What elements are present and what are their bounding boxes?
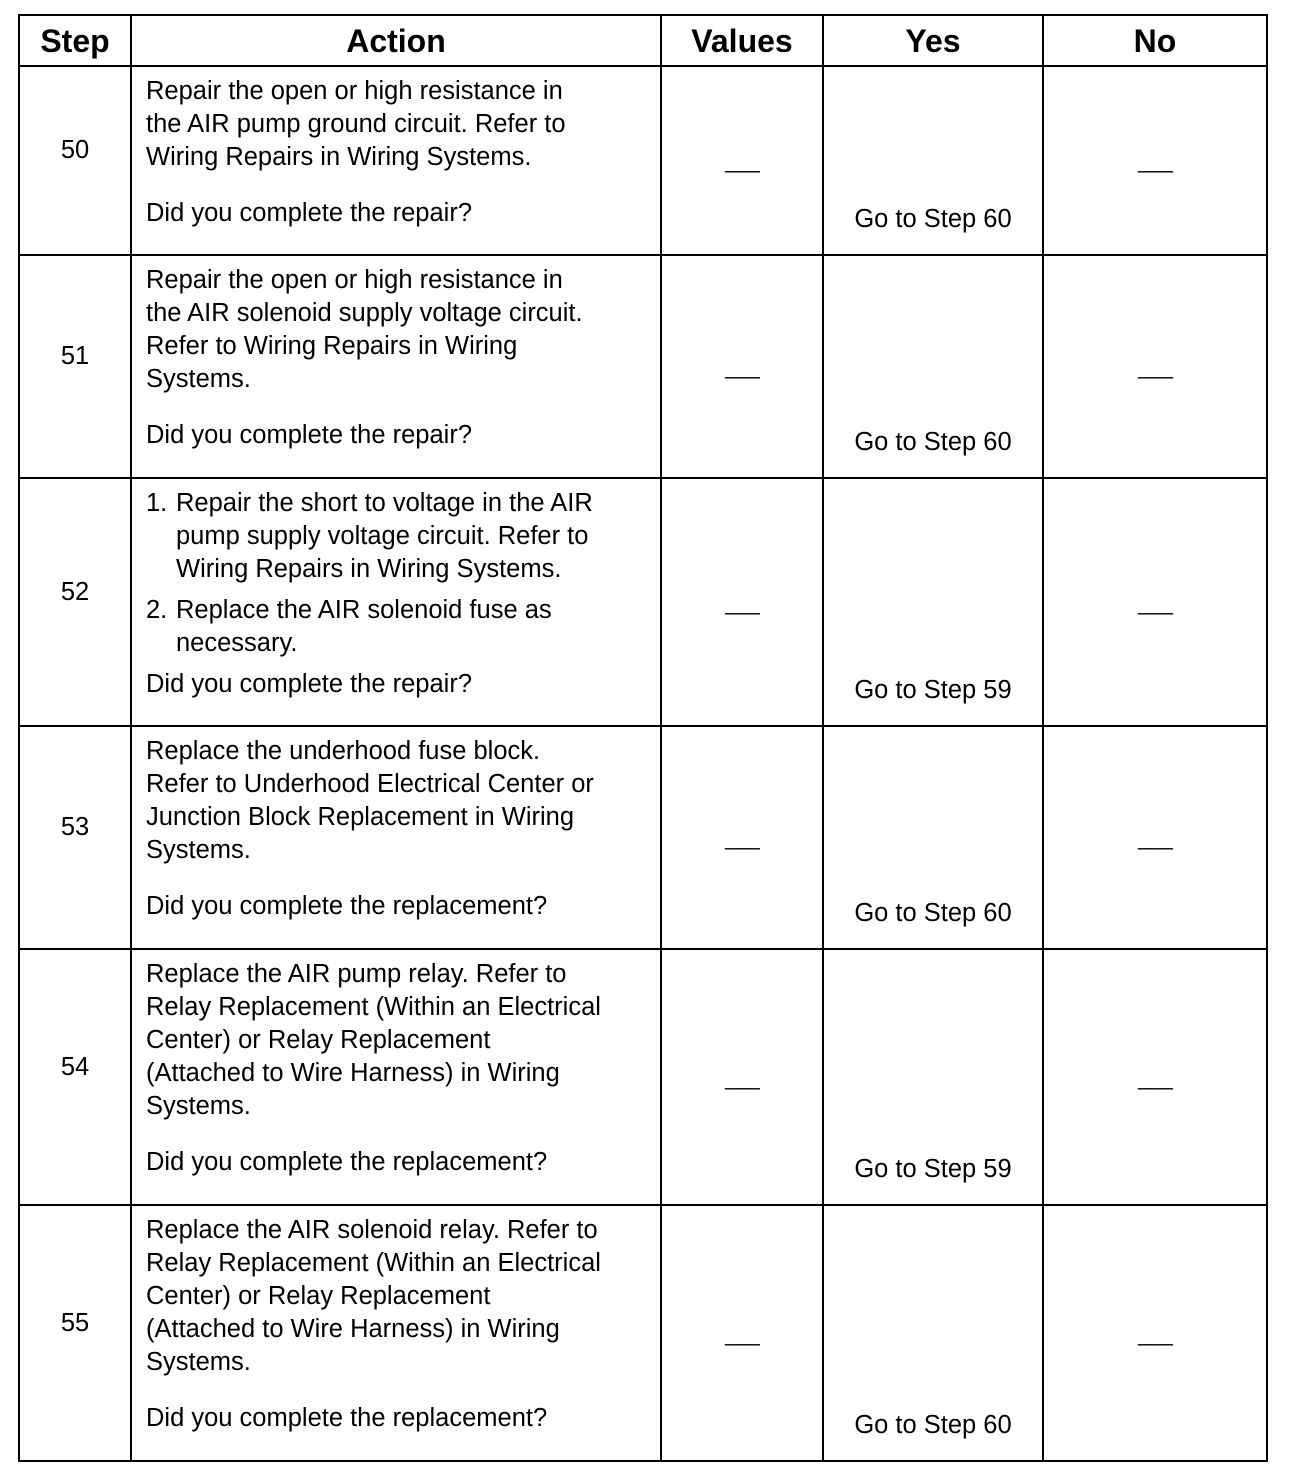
action-line: pump supply voltage circuit. Refer to	[176, 522, 589, 550]
no-empty: ___	[1138, 1320, 1172, 1346]
action-question: Did you complete the repair?	[146, 199, 473, 227]
list-number: 2.	[146, 596, 168, 624]
yes-link[interactable]: Go to Step 60	[823, 66, 1043, 255]
values-cell	[661, 726, 823, 949]
table-row	[19, 66, 1267, 255]
action-cell	[131, 726, 661, 949]
values-cell	[661, 949, 823, 1205]
header-no: No	[1043, 15, 1267, 66]
values-empty: ___	[725, 354, 759, 379]
action-line: Repair the open or high resistance in	[146, 77, 563, 105]
action-line: necessary.	[176, 629, 298, 657]
values-empty: ___	[725, 1320, 759, 1346]
action-cell	[131, 478, 661, 726]
diagnostic-step-table	[18, 14, 1268, 1462]
step-number: 55	[19, 1205, 131, 1461]
no-cell	[1043, 66, 1267, 255]
action-line: Center) or Relay Replacement	[146, 1026, 491, 1054]
action-line: (Attached to Wire Harness) in Wiring	[146, 1315, 560, 1343]
action-line: the AIR solenoid supply voltage circuit.	[146, 299, 583, 327]
action-line: Wiring Repairs in Wiring Systems.	[146, 143, 532, 171]
values-empty: ___	[725, 589, 759, 615]
no-empty: ___	[1138, 148, 1172, 173]
action-question: Did you complete the replacement?	[146, 892, 548, 920]
no-empty: ___	[1138, 1064, 1172, 1090]
header-values: Values	[661, 15, 823, 66]
action-line: the AIR pump ground circuit. Refer to	[146, 110, 566, 138]
step-number: 50	[19, 66, 131, 255]
list-item	[146, 487, 652, 586]
action-line: Systems.	[146, 1348, 251, 1376]
header-yes: Yes	[823, 15, 1043, 66]
yes-link[interactable]: Go to Step 59	[823, 949, 1043, 1205]
action-cell	[131, 66, 661, 255]
no-cell	[1043, 949, 1267, 1205]
values-cell	[661, 478, 823, 726]
yes-link[interactable]: Go to Step 60	[823, 1205, 1043, 1461]
action-line: Systems.	[146, 836, 251, 864]
list-item	[146, 594, 652, 660]
action-line: Repair the short to voltage in the AIR	[176, 489, 593, 517]
table-row	[19, 949, 1267, 1205]
table-header-row	[19, 15, 1267, 66]
values-cell	[661, 66, 823, 255]
action-line: Replace the AIR solenoid fuse as	[176, 596, 552, 624]
no-cell	[1043, 255, 1267, 478]
step-number: 51	[19, 255, 131, 478]
table-row	[19, 726, 1267, 949]
action-line: Systems.	[146, 365, 251, 393]
action-text	[146, 735, 652, 867]
action-line: Junction Block Replacement in Wiring	[146, 803, 575, 831]
action-question: Did you complete the repair?	[146, 670, 473, 698]
list-number: 1.	[146, 489, 168, 517]
action-text	[146, 264, 652, 396]
action-cell	[131, 255, 661, 478]
step-number: 52	[19, 478, 131, 726]
yes-link[interactable]: Go to Step 59	[823, 478, 1043, 726]
action-line: Replace the AIR pump relay. Refer to	[146, 960, 567, 988]
action-list	[146, 487, 652, 660]
yes-link[interactable]: Go to Step 60	[823, 726, 1043, 949]
no-empty: ___	[1138, 354, 1172, 379]
action-line: Refer to Underhood Electrical Center or	[146, 770, 594, 798]
yes-link[interactable]: Go to Step 60	[823, 255, 1043, 478]
action-line: Refer to Wiring Repairs in Wiring	[146, 332, 518, 360]
action-text	[146, 958, 652, 1123]
step-number: 53	[19, 726, 131, 949]
no-cell	[1043, 1205, 1267, 1461]
no-empty: ___	[1138, 825, 1172, 850]
action-text	[146, 1214, 652, 1379]
action-question: Did you complete the repair?	[146, 421, 473, 449]
action-line: Wiring Repairs in Wiring Systems.	[176, 555, 562, 583]
action-line: Replace the underhood fuse block.	[146, 737, 541, 765]
action-question: Did you complete the replacement?	[146, 1404, 548, 1432]
step-number: 54	[19, 949, 131, 1205]
header-action: Action	[131, 15, 661, 66]
action-line: Replace the AIR solenoid relay. Refer to	[146, 1216, 598, 1244]
values-empty: ___	[725, 148, 759, 173]
action-line: Relay Replacement (Within an Electrical	[146, 993, 601, 1021]
table-row	[19, 255, 1267, 478]
table-row	[19, 478, 1267, 726]
action-question: Did you complete the replacement?	[146, 1148, 548, 1176]
no-cell	[1043, 478, 1267, 726]
no-cell	[1043, 726, 1267, 949]
action-cell	[131, 949, 661, 1205]
values-cell	[661, 1205, 823, 1461]
action-line: Systems.	[146, 1092, 251, 1120]
action-cell	[131, 1205, 661, 1461]
header-step: Step	[19, 15, 131, 66]
values-cell	[661, 255, 823, 478]
action-line: (Attached to Wire Harness) in Wiring	[146, 1059, 560, 1087]
values-empty: ___	[725, 825, 759, 850]
table-row	[19, 1205, 1267, 1461]
values-empty: ___	[725, 1064, 759, 1090]
action-line: Center) or Relay Replacement	[146, 1282, 491, 1310]
action-line: Relay Replacement (Within an Electrical	[146, 1249, 601, 1277]
action-text	[146, 75, 652, 174]
action-line: Repair the open or high resistance in	[146, 266, 563, 294]
no-empty: ___	[1138, 589, 1172, 615]
list-text	[176, 487, 652, 586]
list-text	[176, 594, 652, 660]
